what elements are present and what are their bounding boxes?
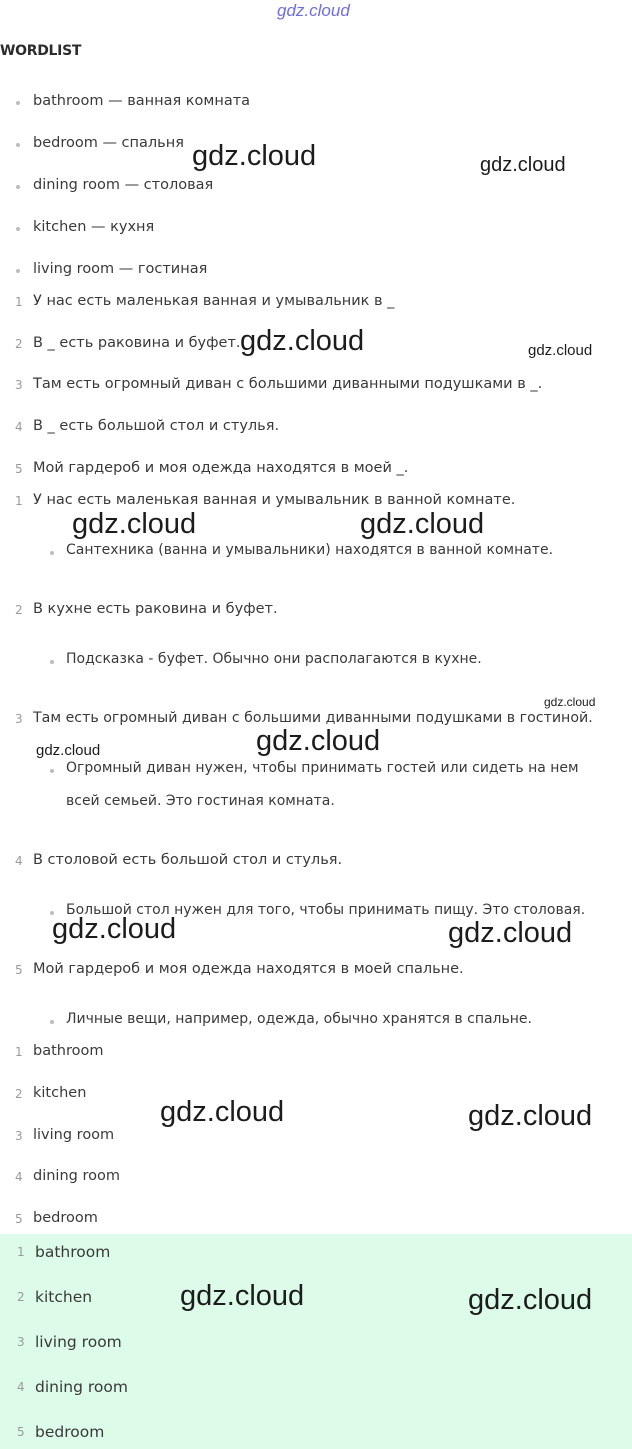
wordlist-heading: WORDLIST xyxy=(0,43,82,59)
watermark: gdz.cloud xyxy=(448,917,573,949)
item-number: 3 xyxy=(17,1335,25,1349)
item-number: 2 xyxy=(15,603,23,617)
bullet-icon xyxy=(50,660,54,664)
watermark: gdz.cloud xyxy=(52,913,177,945)
item-number: 1 xyxy=(15,1045,23,1059)
watermark: gdz.cloud xyxy=(528,342,593,359)
item-number: 4 xyxy=(15,854,23,868)
answer-sentence: Мой гардероб и моя одежда находятся в моей спальне. xyxy=(33,961,464,977)
bullet-icon xyxy=(16,227,20,231)
item-number: 4 xyxy=(15,420,23,434)
exercise-sentence: Мой гардероб и моя одежда находятся в моей _. xyxy=(33,460,409,476)
bullet-icon xyxy=(50,769,54,773)
exercise-sentence: В _ есть большой стол и стулья. xyxy=(33,418,280,434)
item-number: 5 xyxy=(15,462,23,476)
watermark: gdz.cloud xyxy=(468,1100,593,1132)
wordlist-item-text: bathroom — ванная комната xyxy=(33,93,251,109)
wordlist-item-text: kitchen — кухня xyxy=(33,219,155,235)
wordlist-item-text: bedroom — спальня xyxy=(33,135,184,151)
item-number: 2 xyxy=(15,1087,23,1101)
wordlist-item-text: living room — гостиная xyxy=(33,261,208,277)
item-number: 4 xyxy=(17,1380,25,1394)
watermark: gdz.cloud xyxy=(360,508,485,540)
final-answer: bathroom xyxy=(35,1243,111,1261)
watermark: gdz.cloud xyxy=(180,1280,305,1312)
watermark: gdz.cloud xyxy=(72,508,197,540)
exercise-sentence: У нас есть маленькая ванная и умывальник в _ xyxy=(33,293,395,309)
bullet-icon xyxy=(50,551,54,555)
final-answer: living room xyxy=(35,1333,122,1351)
answer-sentence: В столовой есть большой стол и стулья. xyxy=(33,852,343,868)
bullet-icon xyxy=(16,143,20,147)
wordlist-item-text: dining room — столовая xyxy=(33,177,214,193)
exercise-sentence: Там есть огромный диван с большими диванными подушками в _. xyxy=(33,376,543,392)
short-answer: dining room xyxy=(33,1168,120,1184)
answer-hint: Огромный диван нужен, чтобы принимать гостей или сидеть на нем xyxy=(66,760,579,776)
short-answer: bedroom xyxy=(33,1210,98,1226)
short-answer: living room xyxy=(33,1127,115,1143)
site-watermark-top: gdz.cloud xyxy=(277,1,350,20)
item-number: 5 xyxy=(15,1212,23,1226)
watermark: gdz.cloud xyxy=(160,1096,285,1128)
final-answer: bedroom xyxy=(35,1423,105,1441)
item-number: 4 xyxy=(15,1170,23,1184)
item-number: 1 xyxy=(17,1245,25,1259)
answer-sentence: Там есть огромный диван с большими диванными подушками в гостиной. xyxy=(33,710,593,726)
item-number: 1 xyxy=(15,494,23,508)
bullet-icon xyxy=(16,101,20,105)
watermark: gdz.cloud xyxy=(240,325,365,357)
final-answer: dining room xyxy=(35,1378,128,1396)
watermark: gdz.cloud xyxy=(480,154,566,176)
answer-hint: Подсказка - буфет. Обычно они располагаются в кухне. xyxy=(66,651,482,667)
watermark: gdz.cloud xyxy=(256,725,381,757)
watermark: gdz.cloud xyxy=(192,140,317,172)
bullet-icon xyxy=(16,269,20,273)
short-answer: bathroom xyxy=(33,1043,104,1059)
answer-hint: Личные вещи, например, одежда, обычно хранятся в спальне. xyxy=(66,1011,532,1027)
final-answer: kitchen xyxy=(35,1288,93,1306)
answer-sentence: В кухне есть раковина и буфет. xyxy=(33,601,278,617)
bullet-icon xyxy=(50,1020,54,1024)
item-number: 3 xyxy=(15,1129,23,1143)
watermark: gdz.cloud xyxy=(36,742,101,759)
watermark: gdz.cloud xyxy=(544,695,596,709)
answer-hint: Сантехника (ванна и умывальники) находятся в ванной комнате. xyxy=(66,542,554,558)
item-number: 2 xyxy=(15,337,23,351)
item-number: 3 xyxy=(15,378,23,392)
bullet-icon xyxy=(16,185,20,189)
watermark: gdz.cloud xyxy=(468,1284,593,1316)
exercise-sentence: В _ есть раковина и буфет. xyxy=(33,335,241,351)
item-number: 5 xyxy=(17,1425,25,1439)
item-number: 3 xyxy=(15,712,23,726)
item-number: 1 xyxy=(15,295,23,309)
answer-hint-continued: всей семьей. Это гостиная комната. xyxy=(66,793,335,809)
answer-sentence: У нас есть маленькая ванная и умывальник в ванной комнате. xyxy=(33,492,516,508)
short-answer: kitchen xyxy=(33,1085,87,1101)
item-number: 5 xyxy=(15,963,23,977)
answer-hint: Большой стол нужен для того, чтобы принимать пищу. Это столовая. xyxy=(66,902,586,918)
item-number: 2 xyxy=(17,1290,25,1304)
